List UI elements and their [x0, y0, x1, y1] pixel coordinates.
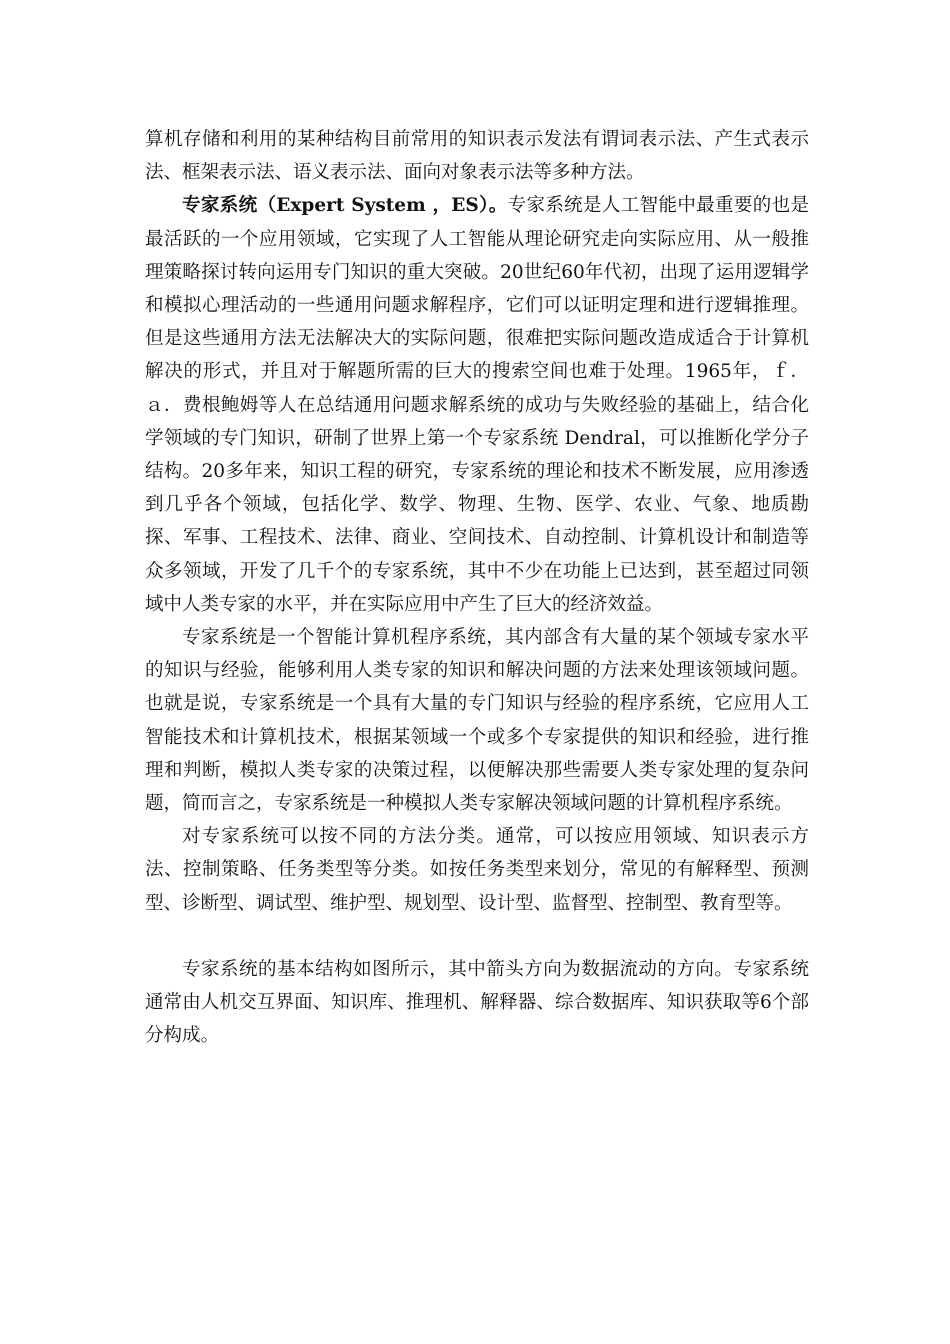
paragraph-gap — [145, 920, 809, 953]
paragraph-text: 对专家系统可以按不同的方法分类。通常，可以按应用领域、知识表示方法、控制策略、任务类型等分类。如按任务类型来划分，常见的有解释型、预测型、诊断型、调试型、维护型、规划型、设计型、监督型、控制型、教育型等。 — [145, 826, 809, 914]
paragraph-expert-system-structure — [145, 953, 809, 1053]
paragraph-expert-system-definition — [145, 621, 809, 820]
paragraph-heading: 专家系统（Expert System ，ES）。 — [182, 195, 508, 217]
document-body — [145, 123, 809, 1052]
paragraph-text: 专家系统是一个智能计算机程序系统，其内部含有大量的某个领域专家水平的知识与经验，能够利用人类专家的知识和解决问题的方法来处理该领域问题。也就是说，专家系统是一个具有大量的专门知识与经验的程序系统，它应用人工智能技术和计算机技术，根据某领域一个或多个专家提供的知识和经验，进行推理和判断，模拟人类专家的决策过程，以便解决那些需要人类专家处理的复杂问题，简而言之，专家系统是一种模拟人类专家解决领域问题的计算机程序系统。 — [145, 627, 809, 815]
paragraph-text: 算机存储和利用的某种结构目前常用的知识表示发法有谓词表示法、产生式表示法、框架表示法、语义表示法、面向对象表示法等多种方法。 — [145, 129, 809, 184]
paragraph-expert-system-intro — [145, 189, 809, 621]
paragraph-knowledge-representation — [145, 123, 809, 189]
paragraph-text: 专家系统的基本结构如图所示，其中箭头方向为数据流动的方向。专家系统通常由人机交互界面、知识库、推理机、解释器、综合数据库、知识获取等6个部分构成。 — [145, 958, 809, 1047]
paragraph-text: 专家系统是人工智能中最重要的也是最活跃的一个应用领域，它实现了人工智能从理论研究走向实际应用、从一般推理策略探讨转向运用专门知识的重大突破。20世纪60年代初，出现了运用逻辑学和模拟心理活动的一些通用问题求解程序，它们可以证明定理和进行逻辑推理。但是这些通用方法无法解决大的实际问题，很难把实际问题改造成适合于计算机解决的形式，并且对于解题所需的巨大的搜索空间也难于处理。1965年，ｆ．ａ．费根鲍姆等人在总结通用问题求解系统的成功与失败经验的基础上，结合化学领域的专门知识，研制了世界上第一个专家系统 Dendral，可以推断化学分子结构。20多年来，知识工程的研究，专家系统的理论和技术不断发展，应用渗透到几乎各个领域，包括化学、数学、物理、生物、医学、农业、气象、地质勘探、军事、工程技术、法律、商业、空间技术、自动控制、计算机设计和制造等众多领域，开发了几千个的专家系统，其中不少在功能上已达到，甚至超过同领域中人类专家的水平，并在实际应用中产生了巨大的经济效益。 — [145, 195, 809, 615]
paragraph-expert-system-classification — [145, 820, 809, 920]
